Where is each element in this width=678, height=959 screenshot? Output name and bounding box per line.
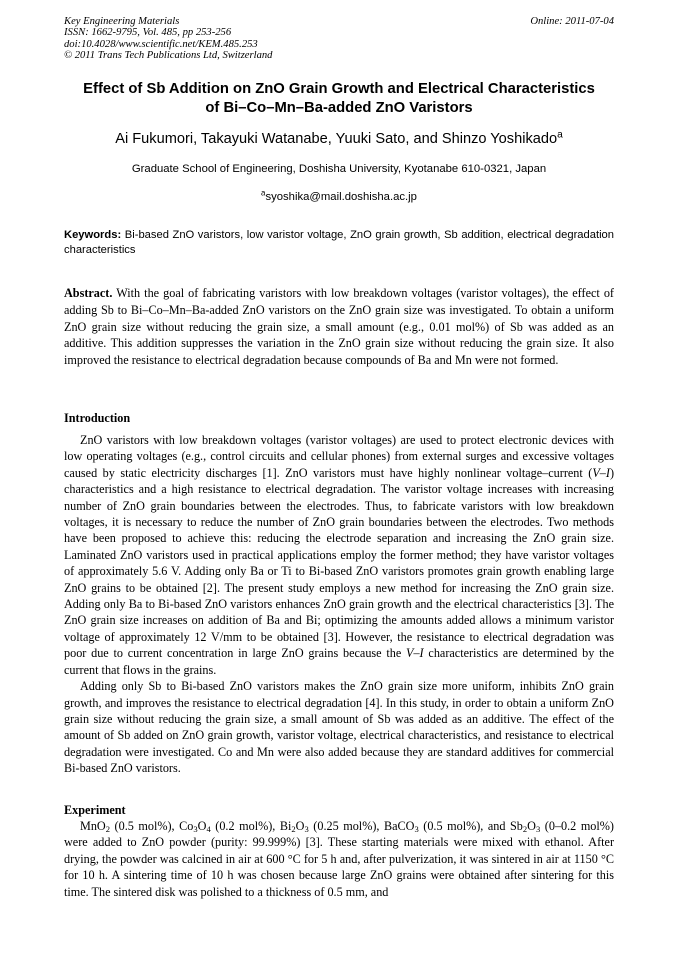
title-line-1: Effect of Sb Addition on ZnO Grain Growth and Electrical Characteristics (83, 81, 595, 97)
bi2o3-formula: Bi (279, 819, 292, 833)
bi2o3-formula-o: O (295, 819, 305, 833)
keywords-label: Keywords: (64, 229, 122, 241)
journal-name: Key Engineering Materials (64, 16, 180, 27)
abstract-label: Abstract. (64, 286, 113, 300)
bi2o3-amount: (0.25 mol%), (308, 819, 384, 833)
co3o4-formula-o: O (197, 819, 207, 833)
intro-p1-part-b: ) characteristics and a high resistance to electrical degradation. The varistor voltage increases with increasing number of ZnO grain boundaries between the electrodes. Thus, to fabricate varistors with low breakdown voltages, it is necessary to reduce the number of ZnO grain boundaries between the electrodes. Two methods have been proposed to achieve this: reducing the electrode separation and increasing the ZnO grain size. Laminated ZnO varistors used in practical applications employ the former method; they have varistor voltages of approximately 5.6 V. Adding only Ba or Ti to Bi-based ZnO varistors promotes grain growth enabling large ZnO grains to be obtained [2]. The present study employs a new method for increasing the ZnO grain size. Adding only Ba to Bi-based ZnO varistors enhances ZnO grain growth and the electrical characteristics [3]. The ZnO grain size increases on addition of Ba and Bi; optimizing the amounts added allows a minimum varistor voltage of approximately 12 V/mm to be obtained [3]. However, the resistance to electrical degradation was poor due to current concentration in large ZnO grains because the (64, 465, 614, 661)
abstract-text: With the goal of fabricating varistors with low breakdown voltages (varistor voltages), the effect of adding Sb to Bi–Co–Mn–Ba-added ZnO varistors on the ZnO grain size was investigated. To obtain a uniform ZnO grain size without reducing the grain size, a small amount (e.g., 0.01 mol%) of Sb was added as an additive. This addition suppresses the variation in the ZnO grain size without reducing the grain size. It also improved the resistance to electrical degradation because compounds of Ba and Mn were not formed. (64, 286, 614, 368)
experiment-text: (0–0.2 mol%) were added to ZnO powder (purity: 99.999%) [3]. These starting materials were mixed with ethanol. After drying, the powder was calcined in air at 600 °C for 5 h and, after pulverization, it was sintered in air at 1150 °C for 10 h. A sintering time of 10 h was chosen because large ZnO grains were obtained after sintering for this time. The sintered disk was polished to a thickness of 0.5 mm, and (64, 819, 614, 899)
intro-p1-part-c: characteristics are determined by the current that flows in the grains. (64, 646, 614, 677)
co3o4-amount: (0.2 mol%), (210, 819, 280, 833)
affiliation: Graduate School of Engineering, Doshisha University, Kyotanabe 610-0321, Japan (131, 163, 547, 175)
introduction-paragraph-1 (64, 432, 614, 678)
baco3-amount: (0.5 mol%), and (418, 819, 511, 833)
subscript: 4 (206, 824, 211, 835)
subscript: 3 (414, 824, 419, 835)
authors-superscript: a (557, 129, 563, 141)
introduction-body (64, 432, 614, 777)
sb2o3-formula: Sb (510, 819, 523, 833)
doi-line: doi:10.4028/www.scientific.net/KEM.485.253 (64, 38, 258, 50)
baco3-formula: BaCO (384, 819, 415, 833)
vi-italic: V–I (406, 646, 424, 661)
journal-header (64, 16, 614, 62)
vi-italic: V–I (592, 465, 610, 480)
sb2o3-formula-o: O (527, 819, 536, 833)
subscript: 2 (291, 824, 296, 835)
mno2-amount: (0.5 mol%), (110, 819, 180, 833)
subscript: 2 (105, 824, 110, 835)
keywords-block (64, 228, 614, 258)
authors-names: Ai Fukumori, Takayuki Watanabe, Yuuki Sato, and Shinzo Yoshikado (115, 131, 558, 147)
copyright-line: © 2011 Trans Tech Publications Ltd, Switzerland (64, 50, 273, 62)
title-line-2: of Bi–Co–Mn–Ba-added ZnO Varistors (205, 100, 473, 116)
online-date: Online: 2011-07-04 (530, 16, 614, 27)
intro-p1-part-a: ZnO varistors with low breakdown voltages (varistor voltages) are used to protect electronic devices with low operating voltages (e.g., control circuits and cellular phones) from external surges and excessive voltages caused by static electricity discharges [1]. ZnO varistors must have highly nonlinear voltage–current ( (64, 433, 614, 480)
mno2-formula: MnO (80, 819, 106, 833)
keywords-text: Bi-based ZnO varistors, low varistor voltage, ZnO grain growth, Sb addition, electrical degradation characteristics (64, 229, 614, 256)
subscript: 2 (522, 824, 528, 835)
introduction-heading: Introduction (64, 411, 131, 425)
email-superscript: a (261, 188, 266, 198)
issn-line: ISSN: 1662-9795, Vol. 485, pp 253-256 (64, 27, 232, 39)
co3o4-formula: Co (179, 819, 194, 833)
experiment-heading: Experiment (64, 803, 126, 817)
paper-title (40, 80, 638, 118)
subscript: 3 (304, 824, 309, 835)
abstract-block (64, 285, 614, 369)
author-list (40, 130, 638, 148)
experiment-paragraph-1 (64, 818, 614, 900)
email-line (40, 190, 638, 205)
experiment-body (64, 818, 614, 900)
subscript: 3 (535, 824, 541, 835)
introduction-paragraph-2: Adding only Sb to Bi-based ZnO varistors makes the ZnO grain size more uniform, inhibits ZnO grain growth, and improves the resistance to electrical degradation [4]. In this study, in order to obtain a uniform ZnO grain size without reducing the grain size, a small amount of Sb was added as an additive. The effect of the amount of Sb added on ZnO grain growth, varistor voltage, electrical characteristics, and resistance to electrical degradation were investigated. Co and Mn were also added because they are standard additives for commercial Bi-based ZnO varistors. (64, 679, 614, 776)
email-address: syoshika@mail.doshisha.ac.jp (265, 191, 417, 203)
subscript: 3 (193, 824, 198, 835)
